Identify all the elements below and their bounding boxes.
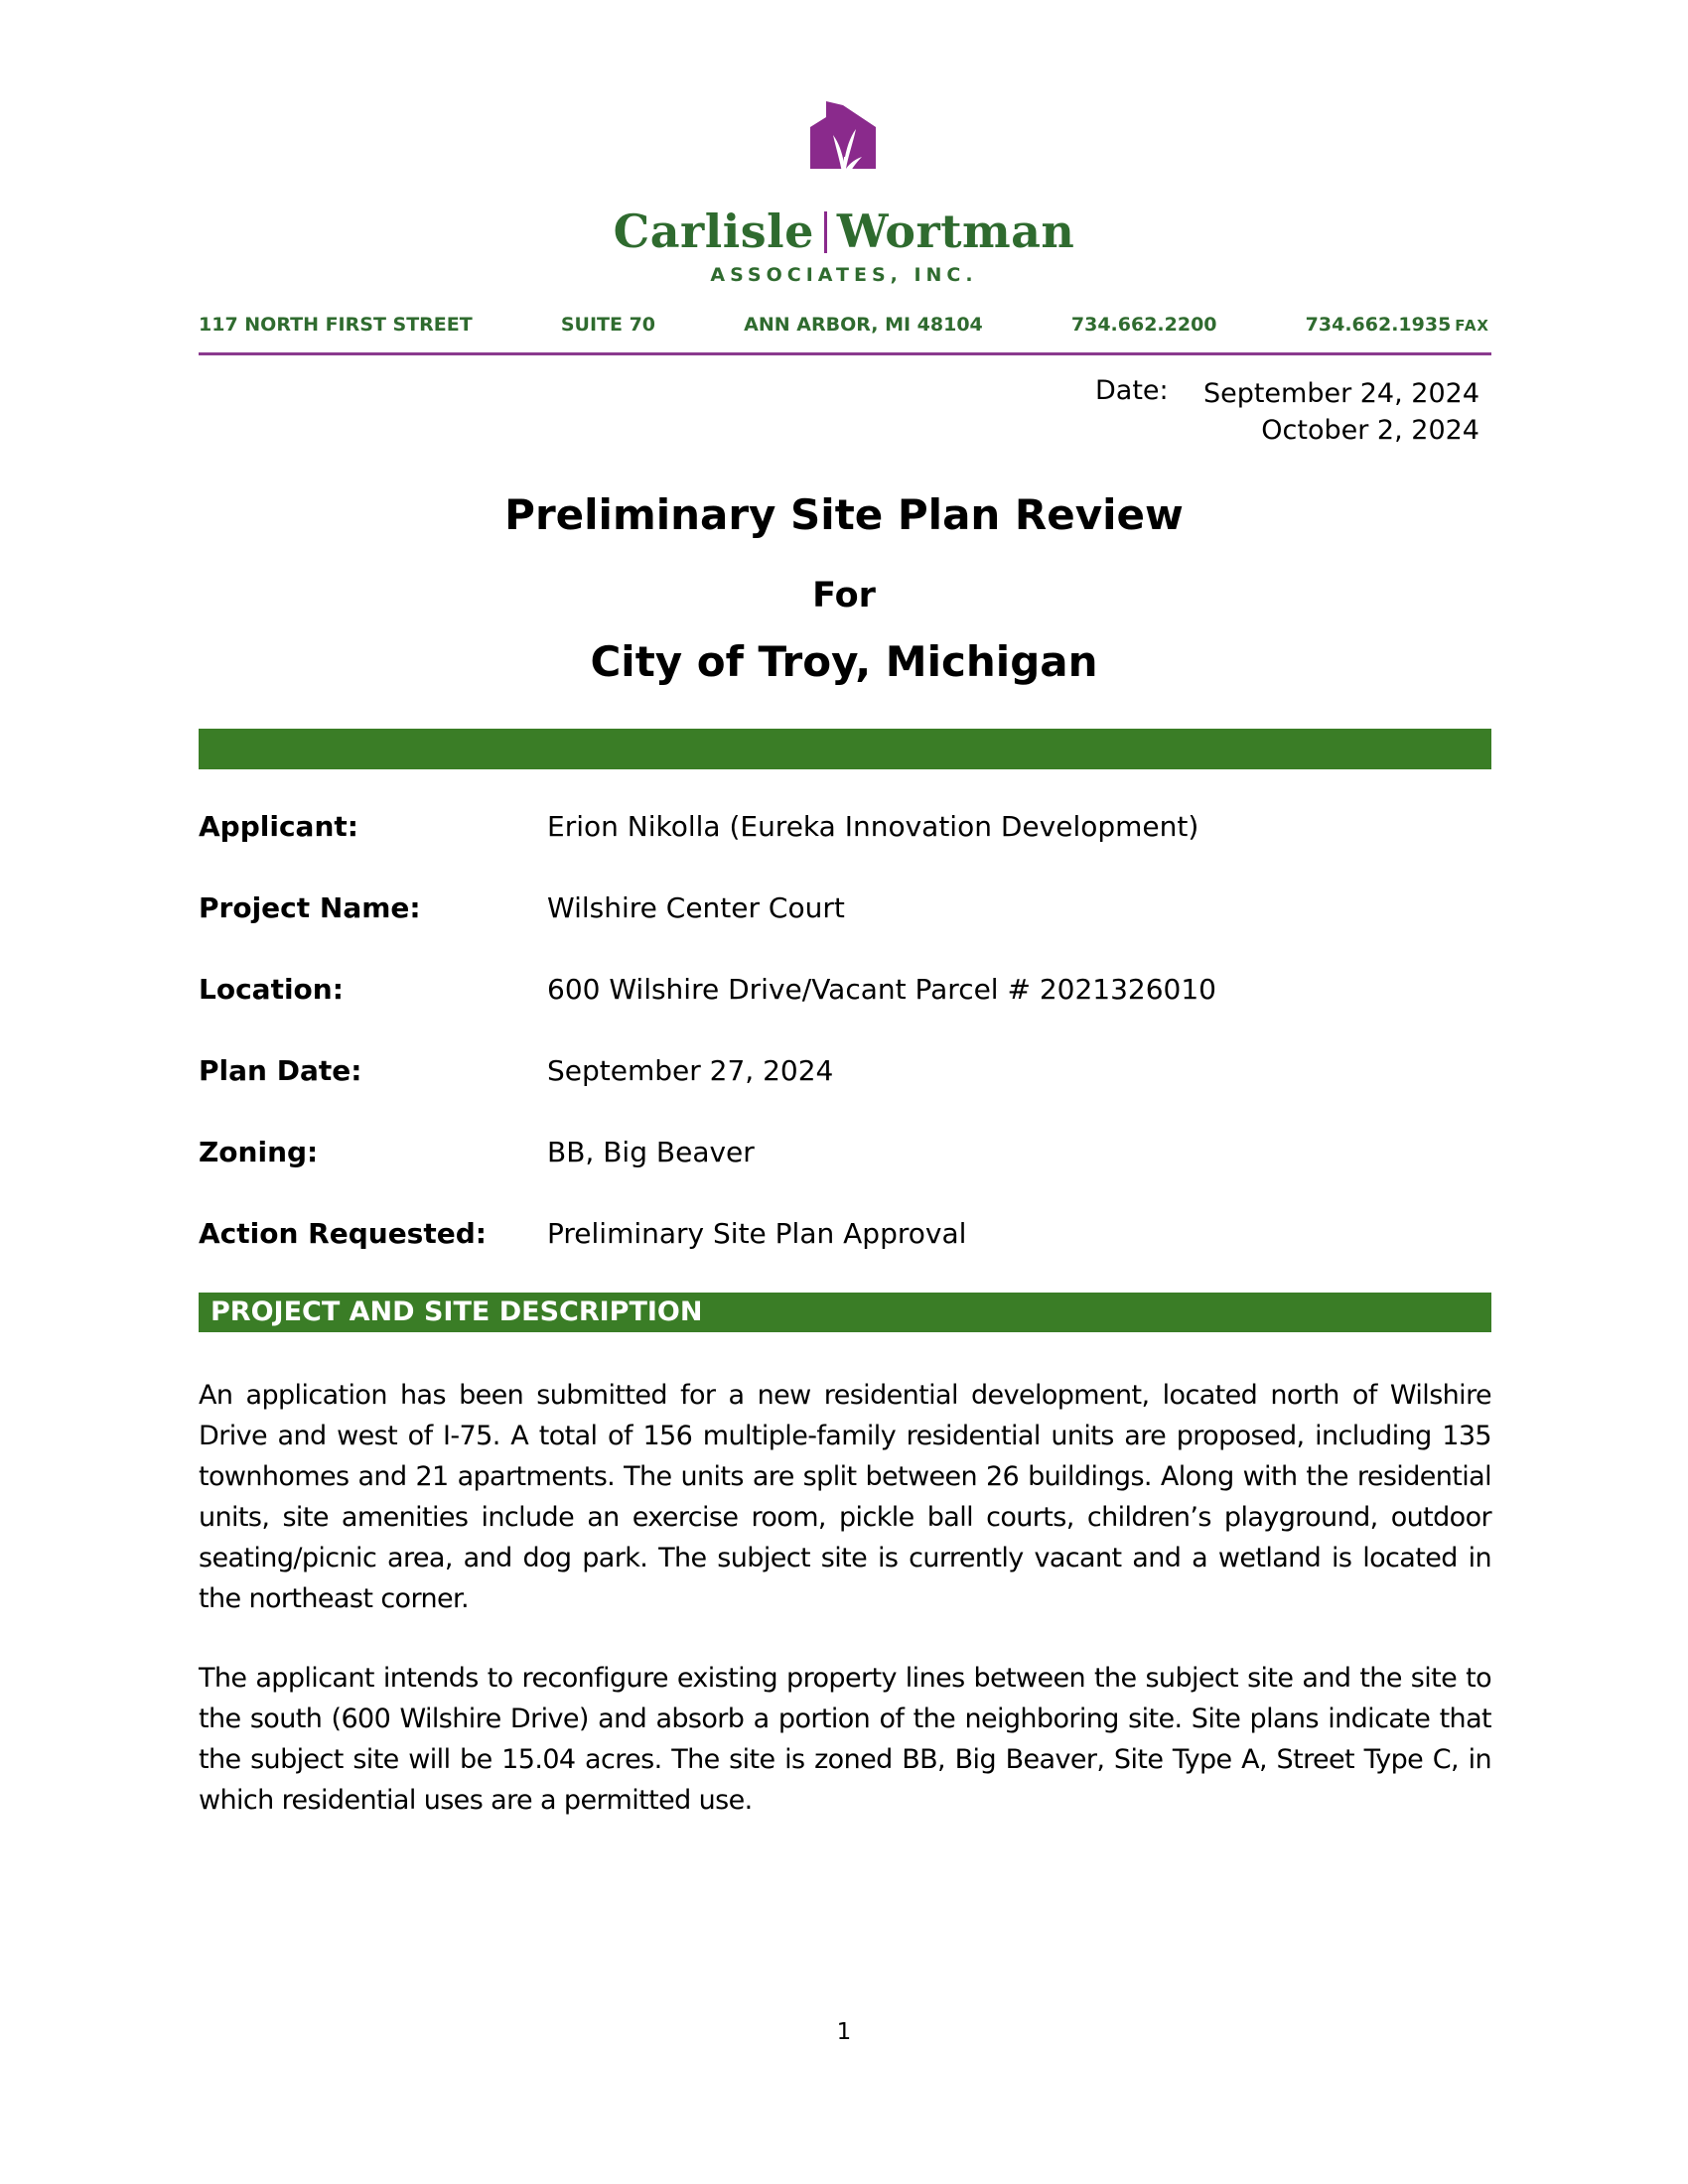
info-row-project-name [199,891,1491,973]
date-values [1203,375,1479,449]
info-label: Zoning: [199,1136,319,1168]
body-paragraph: An application has been submitted for a new residential development, located north of Wilshire Drive and west of I-75. A total of 156 multiple-family residential units are proposed, including 135 townhomes and 21 apartments. The units are split between 26 buildings. Along with the residential units, site amenities include an exercise room, pickle ball courts, children’s playground, outdoor seating/picnic area, and dog park. The subject site is currently vacant and a wetland is located in the northeast corner. [199,1380,1491,1614]
info-label: Action Requested: [199,1217,487,1250]
firm-name [0,205,1688,258]
info-value: 600 Wilshire Drive/Vacant Parcel # 2021326010 [547,973,1216,1006]
body-paragraph: The applicant intends to reconfigure existing property lines between the subject site and the site to the south (600 Wilshire Drive) and absorb a portion of the neighboring site. Site plans indicate that the subject site will be 15.04 acres. The site is zoned BB, Big Beaver, Site Type A, Street Type C, in which residential uses are a permitted use. [199,1663,1491,1816]
address-fax [1306,314,1489,336]
firm-address-line [199,314,1489,336]
date-value-second: October 2, 2024 [1261,415,1479,446]
info-label: Applicant: [199,810,358,843]
fax-label: FAX [1455,317,1489,335]
firm-name-right: Wortman [836,205,1075,258]
address-phone: 734.662.2200 [1070,314,1217,336]
house-leaf-icon [806,97,880,189]
letterhead-divider [199,352,1491,355]
info-value: September 27, 2024 [547,1054,834,1087]
address-suite: SUITE 70 [560,314,656,336]
title-divider-bar [199,729,1491,769]
info-value: Wilshire Center Court [547,891,845,924]
fax-number: 734.662.1935 [1305,314,1452,336]
info-row-plan-date [199,1054,1491,1136]
info-label: Plan Date: [199,1054,362,1087]
section-heading: PROJECT AND SITE DESCRIPTION [199,1293,1491,1332]
firm-name-separator [824,211,827,253]
info-value: BB, Big Beaver [547,1136,755,1168]
document-title-city: City of Troy, Michigan [590,637,1098,686]
address-street: 117 NORTH FIRST STREET [199,314,473,336]
info-row-applicant [199,810,1491,891]
document-title-for: For [812,576,876,615]
info-value: Preliminary Site Plan Approval [547,1217,967,1250]
info-row-location [199,973,1491,1054]
address-city: ANN ARBOR, MI 48104 [744,314,983,336]
info-label: Location: [199,973,344,1006]
firm-subtitle: ASSOCIATES, INC. [710,264,978,286]
info-label: Project Name: [199,891,421,924]
page-number: 1 [836,2019,852,2045]
document-title: Preliminary Site Plan Review [504,490,1184,539]
firm-name-left: Carlisle [613,205,814,258]
info-row-action-requested [199,1217,1491,1298]
project-info-list [199,810,1491,1298]
date-label: Date: [1095,375,1169,406]
date-value-first: September 24, 2024 [1202,378,1479,409]
info-value: Erion Nikolla (Eureka Innovation Development) [547,810,1199,843]
info-row-zoning [199,1136,1491,1217]
